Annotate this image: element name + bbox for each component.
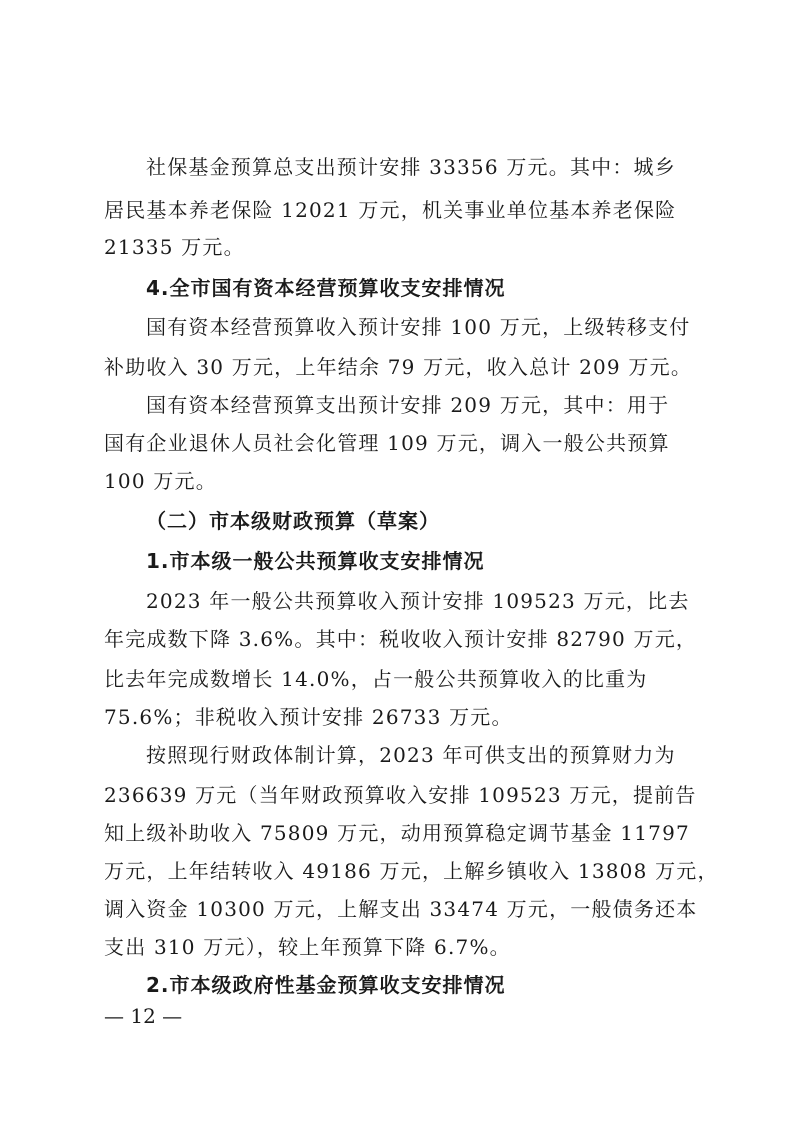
section-heading: 4.全市国有资本经营预算收支安排情况 [146, 276, 506, 300]
section-heading: 1.市本级一般公共预算收支安排情况 [146, 549, 485, 573]
section-heading: 2.市本级政府性基金预算收支安排情况 [146, 973, 506, 997]
paragraph-line: 居民基本养老保险 12021 万元，机关事业单位基本养老保险 [104, 198, 677, 222]
paragraph-line: 国有企业退休人员社会化管理 109 万元，调入一般公共预算 [104, 431, 670, 455]
paragraph-line: 国有资本经营预算支出预计安排 209 万元，其中：用于 [146, 393, 670, 417]
section-heading: （二）市本级财政预算（草案） [146, 509, 440, 533]
paragraph-line: 100 万元。 [104, 469, 217, 493]
paragraph-line: 知上级补助收入 75809 万元，动用预算稳定调节基金 11797 [104, 821, 690, 845]
paragraph-line: 比去年完成数增长 14.0%，占一般公共预算收入的比重为 [104, 667, 648, 691]
paragraph-line: 2023 年一般公共预算收入预计安排 109523 万元，比去 [146, 589, 690, 613]
paragraph-line: 75.6%；非税收入预计安排 26733 万元。 [104, 705, 513, 729]
paragraph-line: 支出 310 万元），较上年预算下降 6.7%。 [104, 935, 511, 959]
paragraph-line: 调入资金 10300 万元，上解支出 33474 万元，一般债务还本 [104, 897, 698, 921]
paragraph-line: 年完成数下降 3.6%。其中：税收收入预计安排 82790 万元， [104, 627, 698, 651]
paragraph-line: 按照现行财政体制计算，2023 年可供支出的预算财力为 [146, 743, 676, 767]
paragraph-line: 补助收入 30 万元，上年结余 79 万元，收入总计 209 万元。 [104, 355, 693, 379]
paragraph-line: 21335 万元。 [104, 235, 245, 259]
page-number: — 12 — [104, 1004, 183, 1028]
paragraph-line: 社保基金预算总支出预计安排 33356 万元。其中：城乡 [146, 155, 676, 179]
paragraph-line: 236639 万元（当年财政预算收入安排 109523 万元，提前告 [104, 783, 697, 807]
paragraph-line: 国有资本经营预算收入预计安排 100 万元，上级转移支付 [146, 315, 691, 339]
paragraph-line: 万元，上年结转收入 49186 万元，上解乡镇收入 13808 万元， [104, 859, 719, 883]
